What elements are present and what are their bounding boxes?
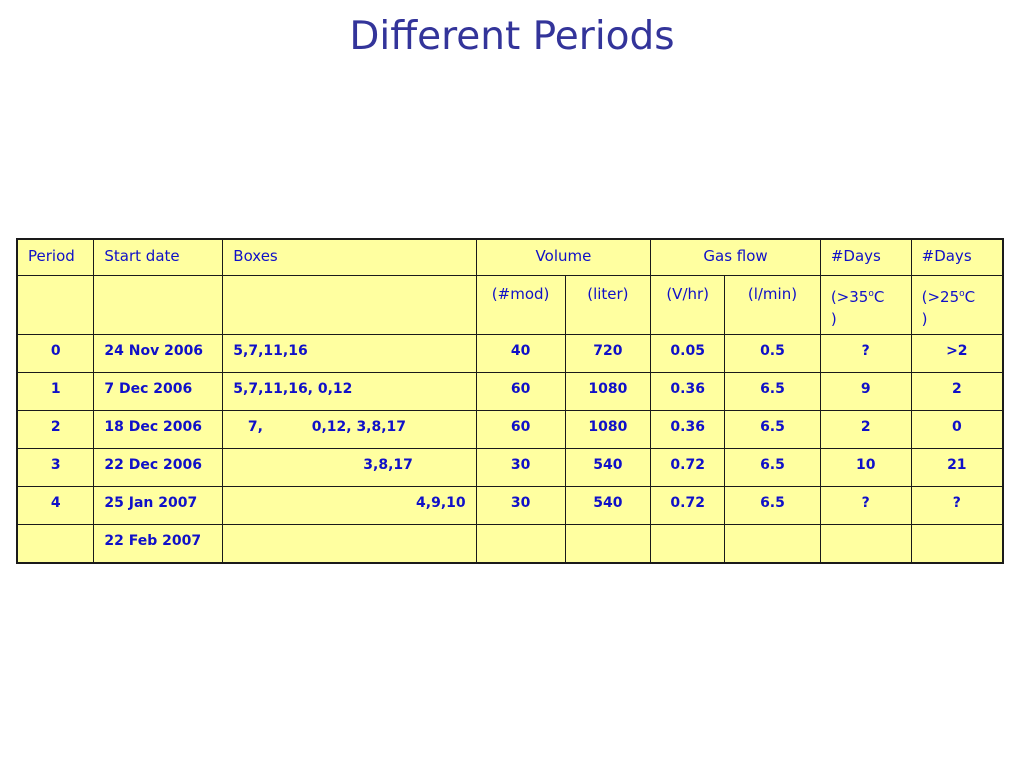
header-row-2 [17,276,1003,335]
table-row [17,449,1003,487]
close-paren: ) [921,310,928,328]
table-row [17,487,1003,525]
cell-period: 0 [17,335,94,373]
cell-days-35: 2 [820,411,911,449]
table-row [17,373,1003,411]
cell-vol-liter: 1080 [565,373,651,411]
cell-boxes: 3,8,17 [223,449,476,487]
header-days-1: #Days [820,239,911,276]
header-sub-empty [223,276,476,335]
cell-gas-lmin: 6.5 [725,449,821,487]
header-gas-flow: Gas flow [651,239,821,276]
header-boxes: Boxes [223,239,476,276]
cell-gas-lmin: 6.5 [725,411,821,449]
cell-vol-mod: 40 [476,335,565,373]
cell-vol-mod: 30 [476,487,565,525]
cell-days-25: 2 [911,373,1003,411]
cell-vol-mod: 30 [476,449,565,487]
cell-vol-liter [565,525,651,564]
header-period: Period [17,239,94,276]
cell-days-35 [820,525,911,564]
cell-vol-liter: 720 [565,335,651,373]
cell-gas-lmin: 6.5 [725,487,821,525]
days25-label: (>25 [921,288,960,306]
close-paren: ) [830,310,837,328]
header-days-above-35 [820,276,911,335]
degree-symbol: o [959,289,965,299]
cell-days-25: 0 [911,411,1003,449]
header-row-1 [17,239,1003,276]
cell-start-date: 25 Jan 2007 [94,487,223,525]
cell-boxes: 5,7,11,16 [223,335,476,373]
cell-days-25 [911,525,1003,564]
cell-vol-mod: 60 [476,411,565,449]
header-gas-vhr: (V/hr) [651,276,725,335]
cell-period: 1 [17,373,94,411]
cell-boxes: 7, 0,12, 3,8,17 [223,411,476,449]
cell-boxes [223,525,476,564]
cell-gas-vhr: 0.72 [651,449,725,487]
cell-start-date: 7 Dec 2006 [94,373,223,411]
header-sub-empty [94,276,223,335]
header-vol-mod: (#mod) [476,276,565,335]
header-volume: Volume [476,239,651,276]
cell-start-date: 22 Dec 2006 [94,449,223,487]
cell-days-35: 10 [820,449,911,487]
periods-table [16,238,1004,564]
cell-days-25: 21 [911,449,1003,487]
header-vol-liter: (liter) [565,276,651,335]
cell-days-35: 9 [820,373,911,411]
celsius-unit: C [964,288,976,306]
celsius-unit: C [873,288,885,306]
cell-start-date: 22 Feb 2007 [94,525,223,564]
cell-vol-liter: 1080 [565,411,651,449]
cell-period [17,525,94,564]
cell-days-25: ? [911,487,1003,525]
header-sub-empty [17,276,94,335]
cell-boxes: 4,9,10 [223,487,476,525]
cell-period: 3 [17,449,94,487]
cell-period: 2 [17,411,94,449]
cell-gas-lmin: 6.5 [725,373,821,411]
cell-gas-lmin: 0.5 [725,335,821,373]
cell-start-date: 18 Dec 2006 [94,411,223,449]
cell-vol-mod [476,525,565,564]
header-days-2: #Days [911,239,1003,276]
table-row [17,525,1003,564]
page-title: Different Periods [349,14,675,59]
cell-gas-vhr [651,525,725,564]
cell-vol-mod: 60 [476,373,565,411]
table-row [17,411,1003,449]
header-gas-lmin: (l/min) [725,276,821,335]
cell-gas-vhr: 0.36 [651,411,725,449]
cell-gas-vhr: 0.05 [651,335,725,373]
degree-symbol: o [868,289,874,299]
cell-vol-liter: 540 [565,487,651,525]
header-start-date: Start date [94,239,223,276]
cell-days-35: ? [820,335,911,373]
cell-period: 4 [17,487,94,525]
cell-start-date: 24 Nov 2006 [94,335,223,373]
cell-gas-lmin [725,525,821,564]
cell-days-25: >2 [911,335,1003,373]
header-days-above-25 [911,276,1003,335]
cell-vol-liter: 540 [565,449,651,487]
cell-gas-vhr: 0.72 [651,487,725,525]
days35-label: (>35 [830,288,869,306]
cell-boxes: 5,7,11,16, 0,12 [223,373,476,411]
cell-gas-vhr: 0.36 [651,373,725,411]
table-row [17,335,1003,373]
cell-days-35: ? [820,487,911,525]
